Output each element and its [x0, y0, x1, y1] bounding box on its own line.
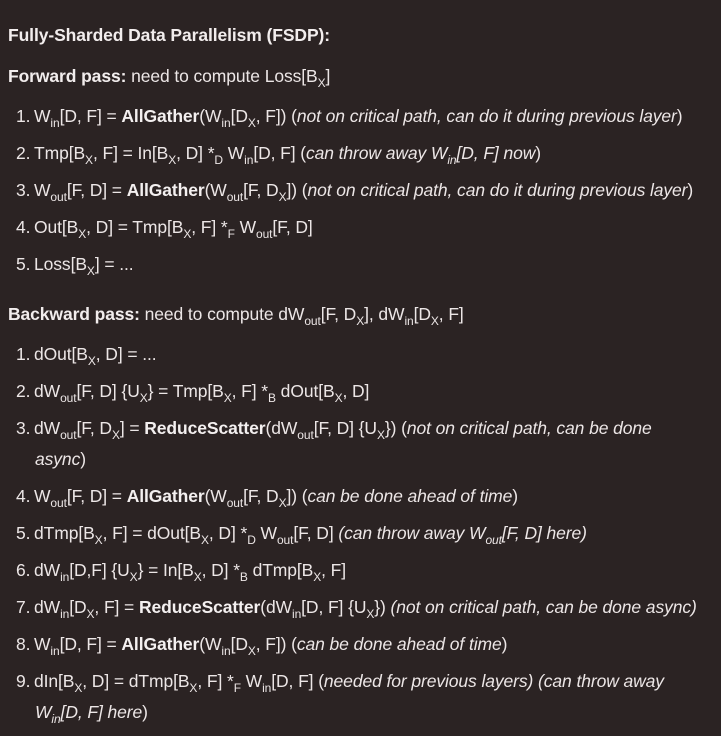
sub: X [86, 264, 95, 278]
sub: in [292, 607, 302, 621]
text: dW [34, 381, 61, 401]
sub: out [276, 533, 294, 547]
text: , D] * [208, 523, 248, 543]
sub: F [227, 227, 235, 241]
text: (W [204, 180, 227, 200]
sub: D [247, 533, 256, 547]
sub: X [87, 354, 96, 368]
text: , F]) ( [255, 106, 297, 126]
step-number: 9. [16, 671, 31, 691]
note [305, 143, 536, 167]
sub: D [214, 153, 223, 167]
step-number: 3. [16, 418, 31, 438]
backward-step-3 [16, 418, 652, 442]
text: , F] = In[B [92, 143, 169, 163]
text: , D] = dTmp[B [82, 671, 190, 691]
text: [D, F] {U [301, 597, 367, 617]
text: [F, D] [272, 217, 313, 237]
step-number: 3. [16, 180, 31, 200]
forward-pass-label: Forward pass: [8, 66, 127, 86]
text: , F]) ( [255, 634, 297, 654]
page-title: Fully-Sharded Data Parallelism (FSDP): [8, 25, 330, 45]
sub: X [94, 533, 103, 547]
text: Loss[B [34, 254, 87, 274]
sub: out [304, 314, 321, 328]
text: ) [80, 449, 86, 469]
text: (W [199, 634, 222, 654]
sub: B [239, 570, 248, 584]
backward-step-9-continued [35, 702, 148, 726]
text: dW [34, 597, 61, 617]
sub: in [60, 570, 70, 584]
backward-pass-label: Backward pass: [8, 304, 140, 324]
step-number: 2. [16, 381, 31, 401]
text: [F, D] = [66, 486, 127, 506]
step-number: 2. [16, 143, 31, 163]
step-number: 4. [16, 486, 31, 506]
text: [F, D] = [66, 180, 127, 200]
text: [F, D [320, 304, 357, 324]
note: (not on critical path, can be done async) [390, 597, 697, 617]
text: [D, F] = [59, 634, 122, 654]
sub: X [317, 76, 326, 90]
sub: in [60, 607, 70, 621]
forward-pass-text: need to compute Loss[B [126, 66, 318, 86]
text: , D] * [176, 143, 215, 163]
text: , D] = Tmp[B [86, 217, 184, 237]
text: W [34, 180, 51, 200]
text: (can throw away W [338, 523, 486, 543]
step-number: 8. [16, 634, 31, 654]
text: , F] [438, 304, 464, 324]
backward-step-9 [16, 671, 664, 695]
text: } = Tmp[B [147, 381, 224, 401]
op-name: ReduceScatter [144, 418, 266, 438]
backward-step-5 [16, 523, 587, 547]
sub: out [50, 190, 67, 204]
step-number: 1. [16, 344, 31, 364]
sub: in [244, 153, 254, 167]
sub: out [485, 533, 502, 547]
step-number: 1. [16, 106, 31, 126]
forward-step-2 [16, 143, 541, 167]
note [35, 702, 143, 726]
text: [D [69, 597, 87, 617]
step-number: 4. [16, 217, 31, 237]
text: , F] = dOut[B [102, 523, 201, 543]
forward-pass-heading [8, 66, 331, 90]
sub: in [404, 314, 414, 328]
sub: X [376, 428, 385, 442]
text: W [234, 217, 257, 237]
note: can be done ahead of time [296, 634, 502, 654]
text: , D] * [201, 560, 240, 580]
sub: in [221, 116, 231, 130]
text: [D, F] = [59, 106, 122, 126]
sub: X [200, 533, 209, 547]
text: (W [204, 486, 227, 506]
text: ) [535, 143, 541, 163]
backward-step-2 [16, 381, 370, 405]
text: [D [230, 634, 248, 654]
text: [F, D] {U [76, 381, 140, 401]
text: ) [676, 106, 683, 126]
text: dW [34, 560, 61, 580]
sub: out [60, 428, 77, 442]
text: W [34, 106, 51, 126]
sub: X [247, 644, 256, 658]
sub: in [221, 644, 231, 658]
text: dOut[B [275, 381, 335, 401]
sub: in [447, 153, 457, 167]
text: [D [413, 304, 431, 324]
sub: in [50, 116, 60, 130]
step-number: 6. [16, 560, 31, 580]
text: }) [374, 597, 391, 617]
sub: X [366, 607, 375, 621]
op-name: AllGather [126, 180, 205, 200]
op-name: AllGather [126, 486, 205, 506]
step-number: 5. [16, 523, 31, 543]
text: W [240, 671, 263, 691]
text: Out[B [34, 217, 79, 237]
text: , D] [342, 381, 370, 401]
step-number: 7. [16, 597, 31, 617]
text: W [34, 486, 51, 506]
text: ]) ( [286, 486, 308, 506]
text: } = In[B [137, 560, 194, 580]
text: , F] * [231, 381, 269, 401]
sub: in [51, 712, 61, 726]
text: W [222, 143, 245, 163]
text: [D,F] {U [69, 560, 130, 580]
text: ) [512, 486, 518, 506]
text: (W [199, 106, 222, 126]
sub: X [356, 314, 365, 328]
sub: in [50, 644, 60, 658]
note: not on critical path, can do it during previous layer [296, 106, 677, 126]
note: needed for previous layers) (can throw away [323, 671, 664, 691]
backward-step-6 [16, 560, 347, 584]
text: , D] = ... [95, 344, 157, 364]
step-number: 5. [16, 254, 31, 274]
text: dIn[B [34, 671, 75, 691]
text: [D [230, 106, 248, 126]
text: (dW [265, 418, 298, 438]
text: , F] = [94, 597, 139, 617]
text: (dW [260, 597, 292, 617]
text: Tmp[B [34, 143, 86, 163]
sub: X [223, 391, 232, 405]
forward-step-5 [16, 254, 134, 278]
text: , F] * [197, 671, 234, 691]
text: ) [687, 180, 694, 200]
sub: X [313, 570, 322, 584]
text: [D, F] ( [271, 671, 324, 691]
sub: X [78, 227, 87, 241]
text: [F, D] here) [501, 523, 587, 543]
forward-step-3 [16, 180, 694, 204]
text: ] = ... [94, 254, 134, 274]
sub: X [193, 570, 202, 584]
forward-step-1 [16, 106, 683, 130]
text: W [35, 702, 52, 722]
text: }) ( [384, 418, 407, 438]
op-name: AllGather [121, 106, 200, 126]
text: W [255, 523, 277, 543]
backward-step-1 [16, 344, 157, 368]
sub: X [189, 681, 198, 695]
sub: out [256, 227, 273, 241]
note: async [35, 449, 81, 469]
sub: X [278, 496, 287, 510]
text: dTmp[B [247, 560, 314, 580]
text: dW [34, 418, 61, 438]
text: [F, D [243, 180, 279, 200]
text: , F] [321, 560, 347, 580]
sub: X [85, 153, 93, 167]
note: can be done ahead of time [307, 486, 513, 506]
sub: B [268, 391, 276, 405]
sub: X [86, 607, 95, 621]
backward-step-4 [16, 486, 518, 510]
sub: X [247, 116, 256, 130]
text: [F, D] {U [313, 418, 377, 438]
sub: X [334, 391, 343, 405]
text: ], dW [364, 304, 405, 324]
text: [D, F] here [60, 702, 143, 722]
sub: in [262, 681, 272, 695]
text: ] = [119, 418, 145, 438]
note [338, 523, 587, 547]
text: need to compute dW [139, 304, 305, 324]
sub: X [74, 681, 83, 695]
sub: X [430, 314, 439, 328]
sub: out [226, 190, 244, 204]
note: not on critical path, can be done [406, 418, 652, 438]
backward-step-8 [16, 634, 508, 658]
text: [D, F] now [456, 143, 536, 163]
op-name: ReduceScatter [138, 597, 261, 617]
forward-step-4 [16, 217, 313, 241]
text: ]) ( [286, 180, 308, 200]
backward-step-7 [16, 597, 697, 621]
text: , F] * [191, 217, 228, 237]
text: W [34, 634, 51, 654]
text: [F, D [76, 418, 112, 438]
sub: X [168, 153, 177, 167]
sub: X [129, 570, 138, 584]
sub: X [111, 428, 120, 442]
note: not on critical path, can do it during previous layer [307, 180, 688, 200]
text: [F, D] [293, 523, 339, 543]
backward-pass-heading [8, 304, 464, 328]
backward-step-3-continued [35, 449, 86, 470]
text: dOut[B [34, 344, 88, 364]
op-name: AllGather [121, 634, 200, 654]
sub: out [297, 428, 314, 442]
text: can throw away W [305, 143, 448, 163]
sub: out [226, 496, 244, 510]
sub: X [139, 391, 148, 405]
text: ) [142, 702, 148, 722]
sub: X [183, 227, 192, 241]
sub: X [278, 190, 287, 204]
sub: out [60, 391, 77, 405]
text: ) [501, 634, 508, 654]
text: [D, F] ( [253, 143, 306, 163]
text: [F, D [243, 486, 279, 506]
sub: out [50, 496, 67, 510]
text: ] [325, 66, 331, 86]
sub: F [233, 681, 241, 695]
text: dTmp[B [34, 523, 95, 543]
